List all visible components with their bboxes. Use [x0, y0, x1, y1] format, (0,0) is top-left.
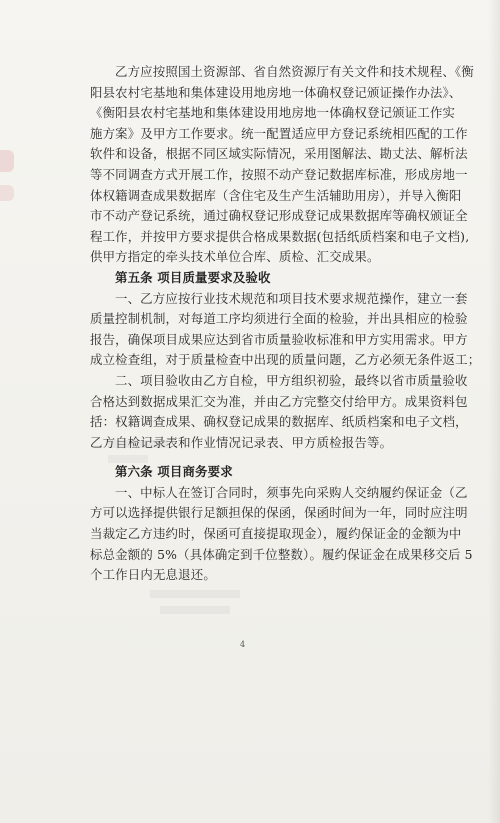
- text-line: 市不动产登记系统，通过确权登记形成登记成果数据库等确权颁证全: [90, 208, 468, 224]
- text-line: 乙方自检记录表和作业情况记录表、甲方质检报告等。: [90, 434, 393, 450]
- text-line: 合格达到数据成果汇交为准，并由乙方完整交付给甲方。成果资料包: [90, 393, 468, 409]
- paragraph-gap: [90, 453, 426, 462]
- text-line: 报告，确保项目成果应达到省市质量验收标准和甲方实用需求。甲方: [90, 331, 468, 347]
- text-line: 质量控制机制，对每道工序均须进行全面的检验，并出具相应的检验: [90, 311, 468, 327]
- text-line: 成立检查组，对于质量检查中出现的质量问题，乙方必须无条件返工；: [90, 352, 481, 368]
- page-number: 4: [240, 640, 246, 649]
- bleed-through-text: [160, 606, 230, 614]
- section-heading: 第五条 项目质量要求及验收: [115, 269, 271, 285]
- text-line: 一、中标人在签订合同时，须事先向采购人交纳履约保证金（乙: [115, 484, 468, 500]
- text-line: 括：权籍调查成果、确权登记成果的数据库、纸质档案和电子文档，: [90, 414, 468, 430]
- text-line: 软件和设备，根据不同区域实际情况，采用图解法、勘丈法、解析法: [90, 146, 468, 162]
- text-line: 二、项目验收由乙方自检，甲方组织初验，最终以省市质量验收: [115, 372, 468, 388]
- scan-edge-shadow: [488, 0, 500, 823]
- text-line: 个工作日内无息退还。: [90, 567, 216, 583]
- text-line: 程工作，并按甲方要求提供合格成果数据(包括纸质档案和电子文档),: [90, 228, 470, 244]
- text-line: 体权籍调查成果数据库（含住宅及生产生活辅助用房），并导入衡阳: [90, 187, 462, 203]
- text-line: 方可以选择提供银行足额担保的保函，保函时间为一年，同时应注明: [90, 505, 468, 521]
- text-line: 当裁定乙方违约时，保函可直接提取现金），履约保证金的金额为中: [90, 526, 462, 542]
- text-line: 等不同调查方式开展工作，按照不动产登记数据库标准，形成房地一: [90, 166, 468, 182]
- bleed-through-text: [150, 590, 240, 598]
- text-line: 乙方应按照国土资源部、省自然资源厅有关文件和技术规程、《衡: [115, 64, 474, 79]
- text-line: 一、乙方应按行业技术规范和项目技术要求规范操作，建立一套: [115, 290, 468, 306]
- text-line: 《衡阳县农村宅基地和集体建设用地房地一体确权登记颁证工作实: [90, 105, 456, 121]
- document-body: [90, 62, 481, 586]
- text-line: 标总金额的 5%（具体确定到千位整数）。履约保证金在成果移交后 5: [90, 546, 473, 562]
- text-line: 阳县农村宅基地和集体建设用地房地一体确权登记颁证操作办法》、: [90, 84, 462, 100]
- red-seal-bleed: [0, 150, 14, 172]
- red-seal-bleed: [0, 185, 14, 201]
- text-line: 供甲方指定的牵头技术单位合库、质检、汇交成果。: [90, 249, 380, 265]
- text-line: 施方案》及甲方工作要求。统一配置适应甲方登记系统相匹配的工作: [90, 125, 468, 141]
- section-heading: 第六条 项目商务要求: [115, 464, 233, 480]
